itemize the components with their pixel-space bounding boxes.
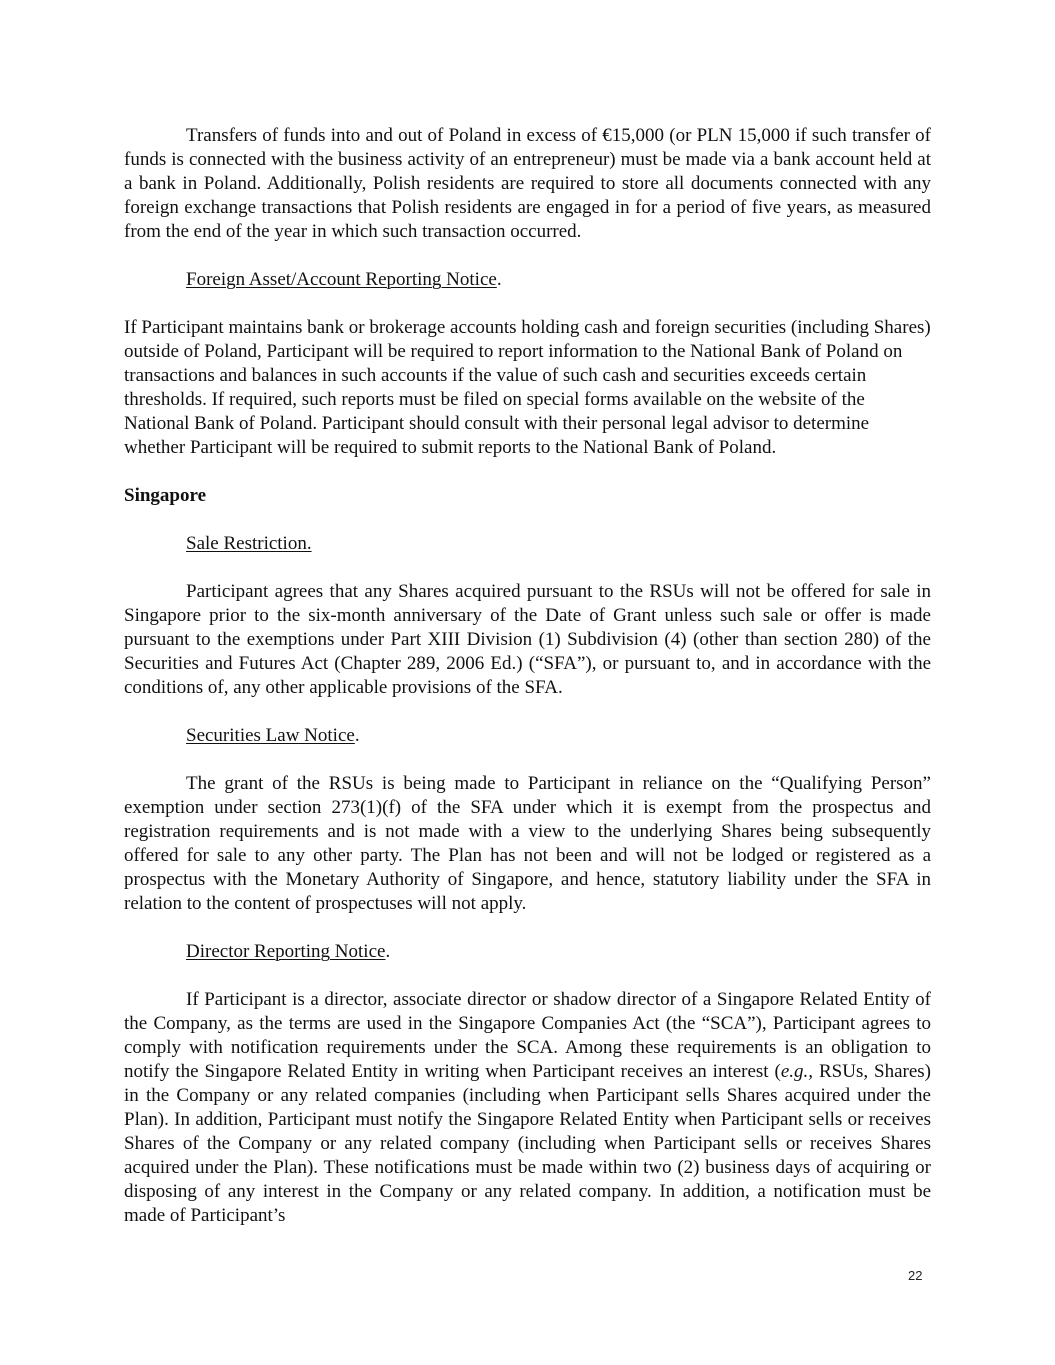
heading-sale-restriction — [124, 532, 931, 556]
paragraph-foreign-reporting: If Participant maintains bank or brokerage accounts holding cash and foreign securities (including Shares) outside of Poland, Participant will be required to report information to the National Bank of Poland on transactions and balances in such accounts if the value of such cash and securities exceeds certain thresholds. If required, such reports must be filed on special forms available on the website of the National Bank of Poland. Participant should consult with their personal legal advisor to determine whether Participant will be required to submit reports to the National Bank of Poland. — [124, 317, 931, 458]
paragraph-director-part-a: If Participant is a director, associate director or shadow director of a Singapore Related Entity of the Company, as the terms are used in the Singapore Companies Act (the “SCA”), Participant agrees to comply with notification requirements under the SCA. Among these requirements is an obligation to notify the Singapore Related Entity in writing when Participant receives an interest ( — [124, 989, 931, 1082]
document-page — [124, 124, 931, 1228]
heading-period: . — [496, 269, 502, 290]
paragraph-director-eg: e.g., — [780, 1061, 814, 1082]
paragraph-director-part-b: RSUs, Shares) in the Company or any related companies (including when Participant sells Shares acquired under the Plan). In addition, Participant must notify the Singapore Related Entity when Participant sells or receives Shares of the Company or any related company (including when Participant sells or receives Shares acquired under the Plan). These notifications must be made within two (2) business days of acquiring or disposing of any interest in the Company or any related company. In addition, a notification must be made of Participant’s — [124, 1061, 931, 1226]
heading-period: . — [385, 941, 391, 962]
heading-sale-restriction-text: Sale Restriction. — [186, 533, 312, 554]
paragraph-director-reporting — [124, 988, 931, 1228]
paragraph-poland-transfers: Transfers of funds into and out of Poland in excess of €15,000 (or PLN 15,000 if such transfer of funds is connected with the business activity of an entrepreneur) must be made via a bank account held at a bank in Poland. Additionally, Polish residents are required to store all documents connected with any foreign exchange transactions that Polish residents are engaged in for a period of five years, as measured from the end of the year in which such transaction occurred. — [124, 125, 931, 242]
heading-director-reporting-notice — [124, 940, 931, 964]
paragraph-securities-law: The grant of the RSUs is being made to Participant in reliance on the “Qualifying Person” exemption under section 273(1)(f) of the SFA under which it is exempt from the prospectus and registration requirements and is not made with a view to the underlying Shares being subsequently offered for sale to any other party. The Plan has not been and will not be lodged or registered as a prospectus with the Monetary Authority of Singapore, and hence, statutory liability under the SFA in relation to the content of prospectuses will not apply. — [124, 773, 931, 914]
heading-foreign-asset-text: Foreign Asset/Account Reporting Notice — [186, 269, 497, 290]
paragraph-sale-restriction: Participant agrees that any Shares acquired pursuant to the RSUs will not be offered for sale in Singapore prior to the six-month anniversary of the Date of Grant unless such sale or offer is made pursuant to the exemptions under Part XIII Division (1) Subdivision (4) (other than section 280) of the Securities and Futures Act (Chapter 289, 2006 Ed.) (“SFA”), or pursuant to, and in accordance with the conditions of, any other applicable provisions of the SFA. — [124, 581, 931, 698]
heading-period: . — [354, 725, 360, 746]
heading-director-reporting-text: Director Reporting Notice — [186, 941, 386, 962]
section-heading-singapore: Singapore — [124, 485, 207, 506]
heading-securities-law-notice — [124, 724, 931, 748]
heading-foreign-asset-notice — [124, 268, 931, 292]
page-number: 22 — [908, 1268, 923, 1283]
heading-securities-law-text: Securities Law Notice — [186, 725, 355, 746]
